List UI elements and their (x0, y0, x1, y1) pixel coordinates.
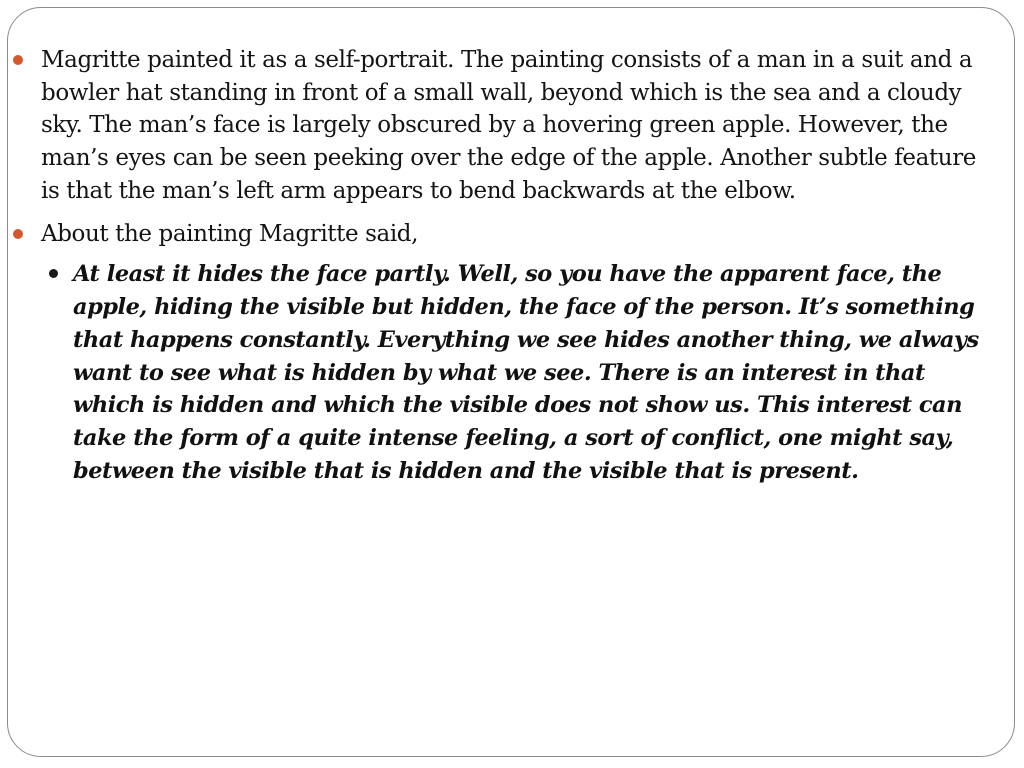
quote-text: At least it hides the face partly. Well, so you have the apparent face, the apple, hiding the visible but hidden, the face of the person. It’s something that happens constantly. Everything we see hides another thing, we always want to see what is hidden by what we see. There is an interest in that which is hidden and which the visible does not show us. This interest can take the form of a quite intense feeling, a sort of conflict, one might say, between the visible that is hidden and the visible that is present. (73, 261, 979, 484)
bullet-dot-icon (13, 229, 23, 239)
bullet-text: About the painting Magritte said, (41, 220, 419, 247)
bullet-text: Magritte painted it as a self-portrait. The painting consists of a man in a suit and a bowler hat standing in front of a small wall, beyond which is the sea and a cloudy sky. The man’s face is largely obscured by a hovering green apple. However, the man’s eyes can be seen peeking over the edge of the apple. Another subtle feature is that the man’s left arm appears to bend backwards at the elbow. (41, 47, 977, 204)
slide-body (0, 44, 1024, 488)
bullet-item-quote-intro (41, 218, 976, 251)
bullet-dot-icon (13, 55, 23, 65)
bullet-item-description (41, 44, 976, 208)
sub-bullet-dot-icon (49, 269, 58, 278)
sub-bullet-quote (73, 258, 983, 488)
